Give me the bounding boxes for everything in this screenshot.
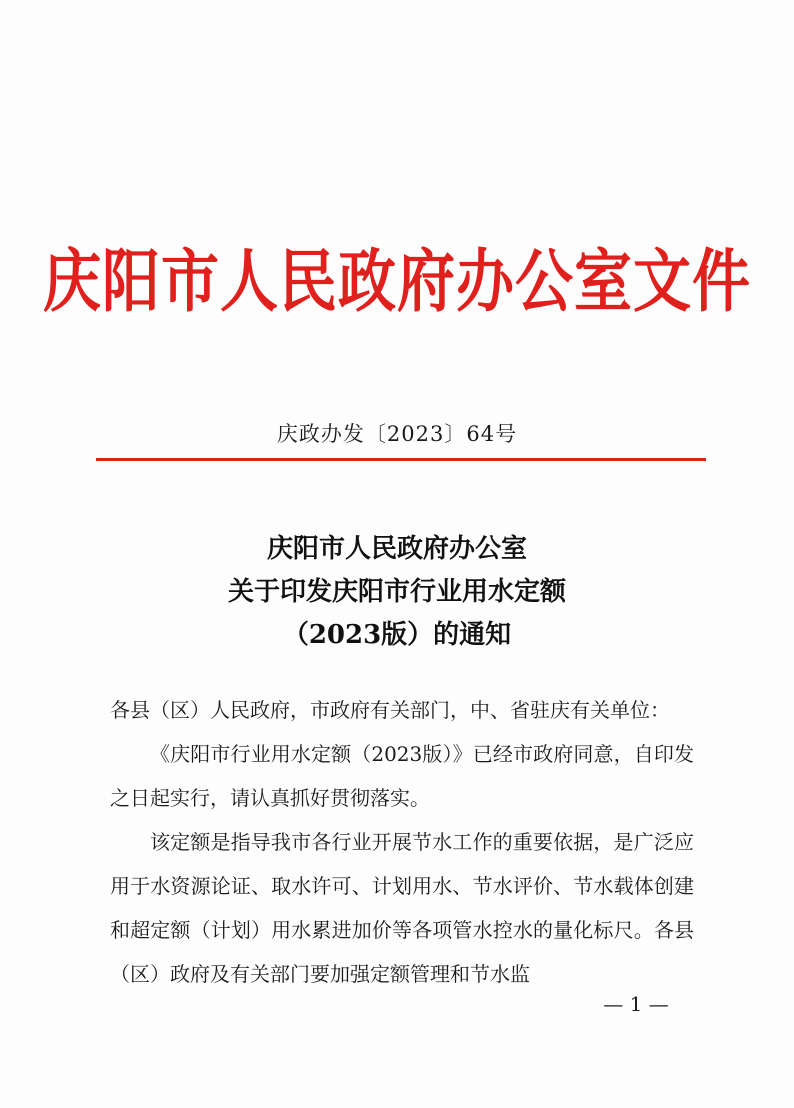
title-line-1: 庆阳市人民政府办公室 (266, 534, 527, 564)
paragraph-1: 《庆阳市行业用水定额（2023版）》已经市政府同意，自印发之日起实行，请认真抓好贯彻落实。 (110, 742, 694, 810)
title-line-3: （2023版）的通知 (282, 620, 512, 650)
salutation: 各县（区）人民政府，市政府有关部门，中、省驻庆有关单位： (110, 698, 670, 722)
notice-title (0, 528, 794, 657)
title-line-2: 关于印发庆阳市行业用水定额 (227, 577, 566, 607)
document-number: 庆政办发〔2023〕64号 (276, 422, 518, 446)
body-text (110, 688, 694, 996)
red-divider-line (96, 458, 706, 461)
page-number: — 1 — (603, 992, 669, 1016)
paragraph-2: 该定额是指导我市各行业开展节水工作的重要依据，是广泛应用于水资源论证、取水许可、计划用水、节水评价、节水载体创建和超定额（计划）用水累进加价等各项管水控水的量化标尺。各县（区）政府及有关部门要加强定额管理和节水监 (110, 830, 694, 986)
masthead-title: 庆阳市人民政府办公室文件 (42, 241, 751, 322)
